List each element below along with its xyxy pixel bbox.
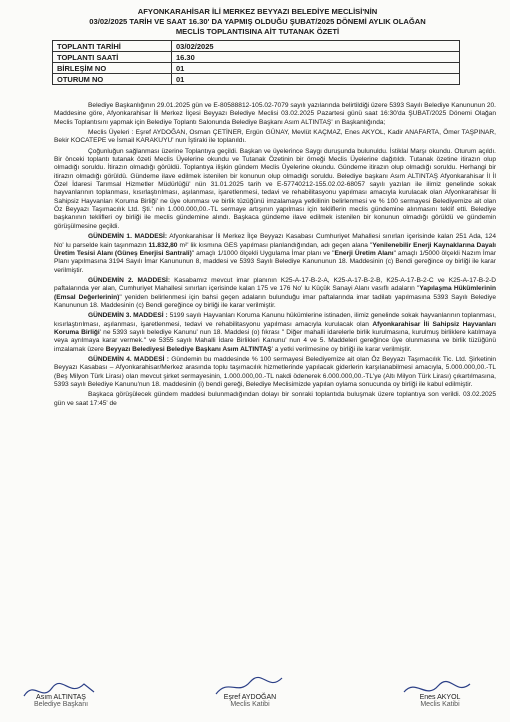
signer-role: Belediye Başkanı [33, 701, 89, 708]
agenda-item-1-bold-2: Enerji Üretim Alanı [334, 249, 394, 257]
meta-row [53, 52, 460, 63]
agenda-item-1-text-a: Afyonkarahisar İli Merkez İlçe Beyyazı Kasabası Cumhuriyet Mahallesi sınırları içerisinde kalan 251 Ada, 124 No' lu parselde kain taşınmazın [54, 233, 497, 249]
agenda-item-2-text-b: " yeniden belirlenmesi için bahsi geçen adaların bulunduğu imar paftalarında imar tadilatı yapılmasına 5393 Sayılı Belediye Kanununun 18. Maddesinin (c) Bendi gereğince oy birliği ile karar verilmiştir. [54, 293, 497, 309]
title-line-1: AFYONKARAHİSAR İLİ MERKEZ BEYYAZI BELEDİYE MECLİSİ'NİN [137, 7, 378, 16]
agenda-item-3 [54, 312, 496, 354]
closing-paragraph: Başkaca görüşülecek gündem maddesi bulunmadığından dolayı bir sonraki toplantıda buluşmak üzere toplantıya son verildi. 03.02.2025 gün ve saat 17:45' de [54, 391, 496, 407]
title-line-3: MECLİS TOPLANTISINA AİT TUTANAK ÖZETİ [175, 27, 340, 36]
meta-value: 01 [172, 63, 460, 74]
signature-block-2 [195, 694, 305, 708]
agenda-item-3-text-b: ' ne 5393 sayılı belediye Kanunu' nun 18. Maddesi (o) fıkrası " Diğer mahalli idarelerle birlik kurulmasına, kurulmuş birliklere katılmaya veya ayrılmaya karar vermek." ve 5355 sayılı Mahalli İdare Birlikleri Kanunu' nun 4 ve 5. Maddeleri gereğince üye olunmasına ve birlik tüzüğünü imzalamak üzere [54, 328, 496, 353]
meta-value: 03/02/2025 [172, 41, 460, 52]
meta-row [53, 74, 460, 85]
meta-label: OTURUM NO [53, 74, 172, 85]
document-title [30, 7, 485, 37]
agenda-item-3-label: GÜNDEMİN 3. MADDESİ : [88, 312, 168, 320]
agenda-item-4 [54, 356, 496, 389]
minutes-body [54, 102, 496, 410]
signature-block-1 [6, 694, 116, 708]
agenda-item-3-bold-2: Beyyazı Belediyesi Belediye Başkanı Asım ALTINTAŞ [105, 345, 272, 353]
agenda-item-1-label: GÜNDEMİN 1. MADDESİ: [88, 233, 168, 241]
signer-role: Meclis Katibi [420, 701, 460, 708]
agenda-item-1-text-b: m²' lik kısmına GES yapılması planlandığından, adı geçen alana " [179, 241, 373, 249]
members-paragraph: Meclis Üyeleri : Eşref AYDOĞAN, Osman ÇETİNER, Ergün GÜNAY, Mevlüt KAÇMAZ, Enes AKYOL, Kadir ANAFARTA, Ömer TAŞPINAR, Bekir KOCATEPE ve İsmail KARAKUYU' nun İştiraki ile toplanıldı. [54, 129, 496, 145]
meta-value: 16.30 [172, 52, 460, 63]
agenda-item-1-bold-1: Yenilenebilir Enerji Kaynaklarına Dayalı Üretim Tesisi Alanı (Güneş Enerjisi Santrali) [54, 241, 496, 257]
signer-role: Meclis Katibi [230, 701, 270, 708]
agenda-item-2-text-a: Kasabamız mevcut imar planının K25-A-17-B-2-A, K25-A-17-B-2-B, K25-A-17-B-2-C ve K25-A-17-B-2-D paftalarında yer alan, Cumhuriyet Mahallesi sınırları içerisinde kalan 175 ve 176 No' lu Küçük Sanayi Alanı vasıflı adaların " [54, 276, 496, 293]
agenda-item-2-bold: Yapılaşma Hükümlerinin (Emsal Değerlerinin) [54, 285, 496, 301]
title-line-2: 03/02/2025 TARİH VE SAAT 16.30' DA YAPMIŞ OLDUĞU ŞUBAT/2025 DÖNEMİ AYLIK OLAĞAN [89, 17, 426, 26]
meta-label: TOPLANTI SAATİ [53, 52, 172, 63]
meeting-info-table [52, 40, 460, 85]
meta-row [53, 63, 460, 74]
signature-block-3 [385, 694, 495, 708]
meta-value: 01 [172, 74, 460, 85]
agenda-item-1-text-c: " amaçlı 1/1000 ölçekli Uygulama İmar planı ve " [191, 249, 335, 257]
agenda-item-1-area: 11.832,80 [148, 241, 178, 249]
agenda-item-1-text-d: " amaçlı 1/5000 ölçekli Nazım İmar Planı yapılmasına 3194 Sayılı İmar Kanununun 8, maddesi ve 5393 Sayılı Belediye Kanununun 18. Maddesinin (c) Bendi gereğince oy birliği ile karar verilmiştir. [54, 249, 497, 274]
signer-name: Enes AKYOL [419, 694, 461, 701]
intro-paragraph: Belediye Başkanlığının 29.01.2025 gün ve E-80588812-105.02-7079 sayılı yazılarında belirtildiği üzere 5393 Sayılı Belediye Kanununun 20. Maddesine göre, Afyonkarahisar İli Merkez İlçesi Beyyazı Belediye Meclisi 03.02.2025 Pazartesi günü saat 16:30'da ŞUBAT/2025 Dönemi Olağan Meclis Toplantısını yapmak için Belediye Toplantı Salonunda Belediye Başkanı Asım ALTINTAŞ' ın Başkanlığında; [54, 102, 496, 126]
meta-label: BİRLEŞİM NO [53, 63, 172, 74]
agenda-item-4-label: GÜNDEMİN 4. MADDESİ : [88, 355, 169, 363]
meta-row [53, 41, 460, 52]
agenda-item-3-text-c: ' a yetki verilmesine oy birliği ile karar verilmiştir. [271, 345, 412, 353]
agenda-item-3-text-a: 5199 sayılı Hayvanları Koruma Kanunu hükümlerine istinaden, ilimiz genelinde sokak hayvanlarının toplanması, kısırlaştırılması, aşılanması, işaretlenmesi, tedavi ve rehabilitasyonu yapılması amacıyla kurulacak olan [54, 312, 496, 328]
agenda-item-4-text: Gündemin bu maddesinde % 100 sermayesi Belediyemize ait olan Öz Beyyazı Taşımacılık Tic. Ltd. Şirketinin Beyyazı Kasabası – Afyonkarahisar/Merkez arasında toplu taşımacılık hizmetlerinde yapılacak giderlerin karşılanabilmesi amacıyla, 5.000.000,00.-TL (Beş Milyon Türk Lirası) olan mevcut şirket sermayesinin, 1.000.000,00.-TL nakdi ödenerek 6.000.000,00.-TL'ye (Altı Milyon Türk Lirası) çıkartılmasına, 5393 sayılı Belediye Kanunu'nun 18. maddesinin (i) bendi gereği, Belediye Meclisimizde yapılan oylama sonucunda oy birliği ile kabul edilmiştir. [54, 355, 497, 388]
agenda-item-2 [54, 277, 496, 310]
meta-label: TOPLANTI TARİHİ [53, 41, 172, 52]
signer-name: Asım ALTINTAŞ [36, 694, 86, 701]
agenda-item-3-bold-1: Afyonkarahisar İli Sahipsiz Hayvanları Koruma Birliği [54, 320, 496, 336]
signer-name: Eşref AYDOĞAN [223, 694, 277, 701]
proceedings-paragraph: Çoğunluğun sağlanması üzerine Toplantıya geçildi. Başkan ve üyelerince Saygı duruşunda bulunuldu. İstiklal Marşı okundu. Oturum açıldı. Bir önceki toplantı tutanak özeti Meclis Üyelerine okundu ve Tutanak Özetinin bir örneği Meclis Üyelerine dağıtıldı. Tutanak özetine itirazın olup olmadığı soruldu. İtirazın olmadığı görüldü. Toplantıya ilişkin gündem Meclis Üyelerine okundu. Gündeme itirazın olup olmadığı soruldu. Herhangi bir itirazın olmadığı görüldü. Gündeme ilave edilmek istenilen bir konunun olup olmadığı soruldu. Belediye başkanı Asım ALTINTAŞ Afyonkarahisar İl İl Özel İdaresi Tarımsal Hizmetler Müdürlüğü' nün 31.01.2025 tarih ve E-57740212-155.02.02-68057 sayılı yazıları ile ilimiz genelinde sokak hayvanlarının toplanması, kısırlaştırılması, aşılanması, işaretlenmesi, tedavi ve rehabilitasyonu yapılması amacıyla kurulacak olan Afyonkarahisar İli Sahipsiz Hayvanları Koruma Birliği' ne üye olunması ve birlik tüzüğünü imzalamaya yetkilinin belirlenmesi ve % 100 sermayesi Belediyemize ait olan Öz Beyyazı Taşımacılık Ltd. Şti.' nin 1.000.000,00.-TL sermaye artışının yapılması için tekliflerin meclis gündemine alınmasını teklif etti. Belediye başkanının teklifleri oy birliği ile meclis gündemine alındı. Başkaca gündeme ilave edilmek istenilen bir konunun olmadığı görüldü ve gündemin görüşülmesine geçildi. [54, 147, 496, 230]
agenda-item-2-label: GÜNDEMİN 2. MADDESİ: [88, 276, 171, 284]
agenda-item-1 [54, 233, 496, 275]
